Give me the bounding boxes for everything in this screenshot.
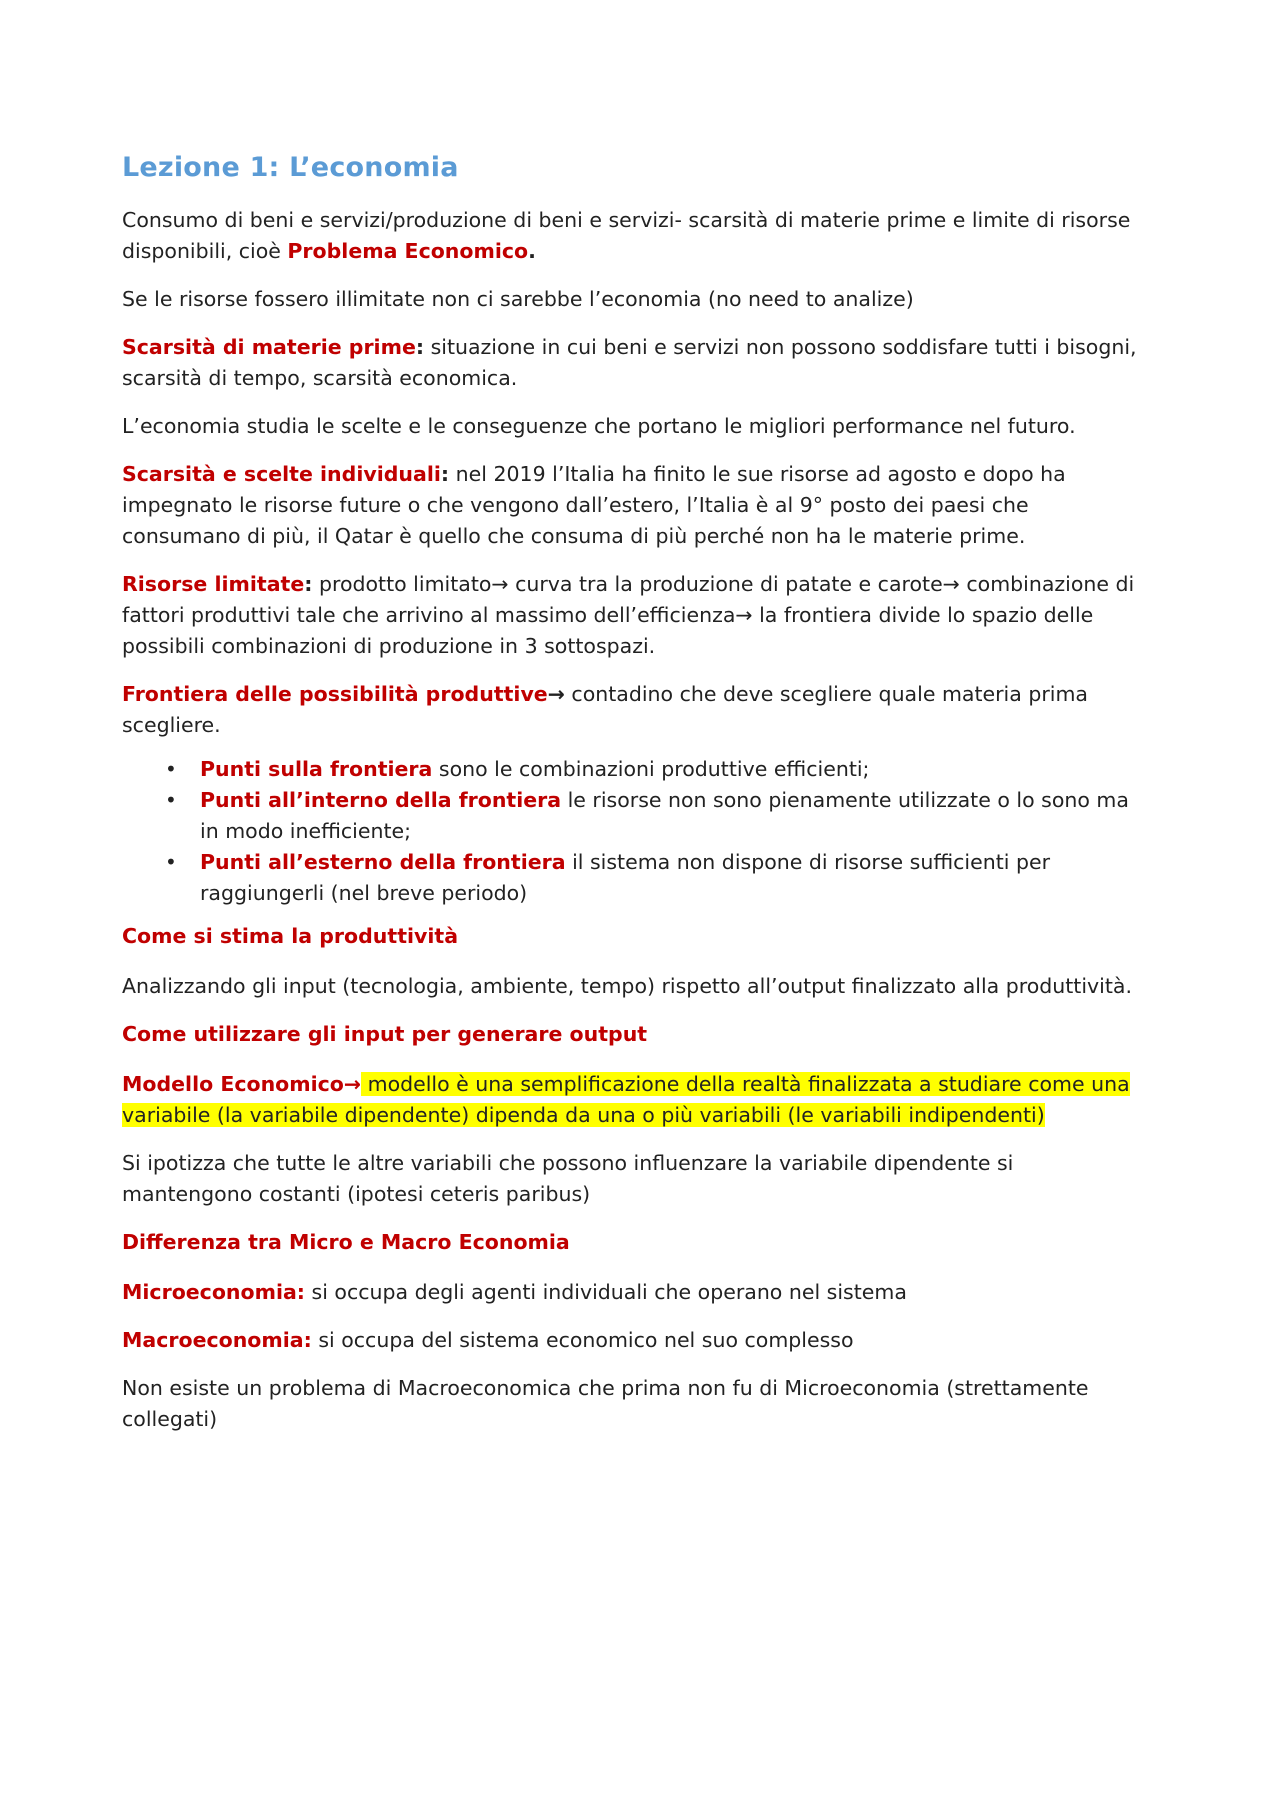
keyword-problema-economico: Problema Economico (287, 239, 529, 263)
section-heading-productivity: Come si stima la produttività (122, 924, 459, 948)
section-heading-inputs: Come utilizzare gli input per generare output (122, 1022, 648, 1046)
paragraph-input-analysis: Analizzando gli input (tecnologia, ambiente, tempo) rispetto all’output finalizzato alla produttività. (122, 974, 1132, 998)
bullet-icon: • (165, 788, 177, 812)
paragraph-scarcity (122, 332, 1140, 394)
paragraph-economics-studies: L’economia studia le scelte e le conseguenze che portano le migliori performance nel futuro. (122, 414, 1076, 438)
keyword-colon: : (304, 572, 313, 596)
arrow-icon: → (343, 1072, 362, 1096)
keyword-scarsita-scelte: Scarsità e scelte individuali (122, 462, 441, 486)
list-item (165, 847, 1140, 909)
keyword-modello-economico: Modello Economico (122, 1072, 344, 1096)
paragraph-economic-problem (122, 205, 1140, 267)
paragraph-text: si occupa del sistema economico nel suo complesso (311, 1328, 854, 1352)
list-item (165, 754, 1140, 785)
paragraph-text: Consumo di beni e servizi/produzione di beni e servizi- scarsità di materie prime e limite di risorse disponibili, cioè (122, 208, 1131, 263)
paragraph-text: contadino che deve scegliere quale materia prima scegliere. (122, 682, 1088, 737)
paragraph-period: . (528, 239, 536, 263)
arrow-icon: → (547, 682, 565, 706)
keyword-microeconomia: Microeconomia: (122, 1280, 306, 1304)
paragraph-economic-model (122, 1069, 1140, 1131)
list-item-text: il sistema non dispone di risorse sufficienti per raggiungerli (nel breve periodo) (200, 850, 1051, 905)
list-item-term: Punti all’esterno della frontiera (200, 850, 566, 874)
frontier-points-list (122, 754, 1140, 909)
bullet-icon: • (165, 757, 177, 781)
paragraph-limited-resources (122, 569, 1140, 662)
keyword-colon: : (440, 462, 450, 486)
paragraph-microeconomics (122, 1277, 1140, 1308)
keyword-scarsita-materie-prime: Scarsità di materie prime (122, 335, 416, 359)
paragraph-text: nel 2019 l’Italia ha finito le sue risorse ad agosto e dopo ha impegnato le risorse future o che vengono dall’estero, l’Italia è al 9° posto dei paesi che consumano di più, il Qatar è quello che consuma di più perché non ha le materie prime. (122, 462, 1066, 548)
paragraph-production-frontier (122, 679, 1140, 741)
paragraph-closing: Non esiste un problema di Macroeconomica che prima non fu di Microeconomia (strettamente collegati) (122, 1376, 1089, 1431)
list-item-term: Punti all’interno della frontiera (200, 788, 562, 812)
keyword-macroeconomia: Macroeconomia: (122, 1328, 312, 1352)
paragraph-unlimited-resources: Se le risorse fossero illimitate non ci sarebbe l’economia (no need to analize) (122, 287, 914, 311)
highlighted-definition: modello è una semplificazione della realtà finalizzata a studiare come una variabile (la variabile dipendente) dipenda da una o più variabili (le variabili indipendenti) (122, 1072, 1130, 1127)
paragraph-text: situazione in cui beni e servizi non possono soddisfare tutti i bisogni, scarsità di tempo, scarsità economica. (122, 335, 1137, 390)
list-item-term: Punti sulla frontiera (200, 757, 433, 781)
paragraph-ceteris-paribus: Si ipotizza che tutte le altre variabili che possono influenzare la variabile dipendente si mantengono costanti (ipotesi ceteris paribus) (122, 1151, 1014, 1206)
list-item-text: sono le combinazioni produttive efficienti; (432, 757, 870, 781)
keyword-colon: : (415, 335, 425, 359)
paragraph-macroeconomics (122, 1325, 1140, 1356)
paragraph-text: prodotto limitato→ curva tra la produzione di patate e carote→ combinazione di fattori produttivi tale che arrivino al massimo dell’efficienza→ la frontiera divide lo spazio delle possibili combinazioni di produzione in 3 sottospazi. (122, 572, 1135, 658)
paragraph-text: si occupa degli agenti individuali che operano nel sistema (305, 1280, 907, 1304)
paragraph-individual-choices (122, 459, 1140, 552)
keyword-risorse-limitate: Risorse limitate (122, 572, 305, 596)
lesson-title: Lezione 1: L’economia (122, 152, 459, 183)
list-item (165, 785, 1140, 847)
keyword-frontiera: Frontiera delle possibilità produttive (122, 682, 548, 706)
section-heading-micro-macro: Differenza tra Micro e Macro Economia (122, 1230, 570, 1254)
list-item-text: le risorse non sono pienamente utilizzate o lo sono ma in modo inefficiente; (200, 788, 1129, 843)
bullet-icon: • (165, 850, 177, 874)
